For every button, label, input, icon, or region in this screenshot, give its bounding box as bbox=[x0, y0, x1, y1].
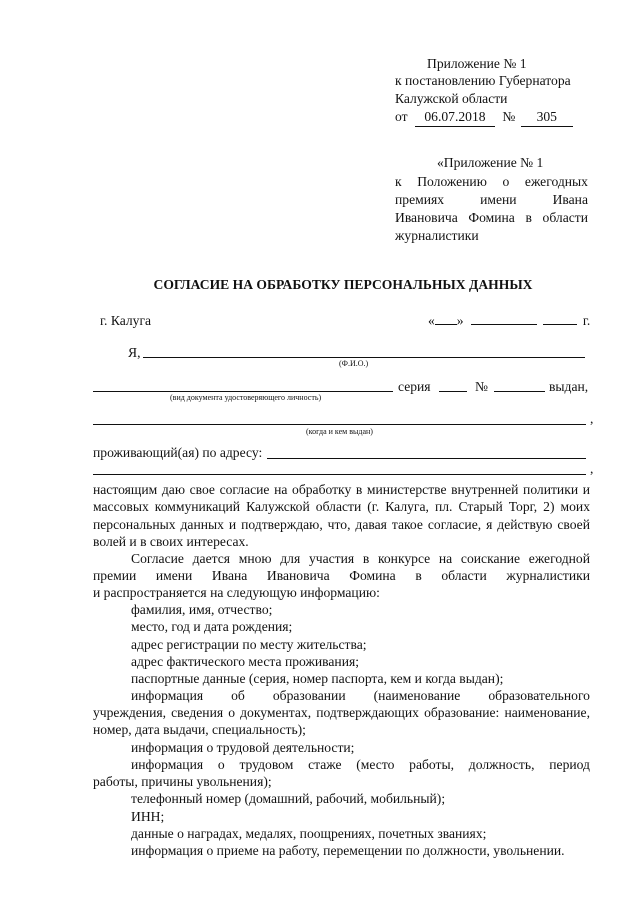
word: об bbox=[231, 688, 245, 703]
document-type-field[interactable] bbox=[93, 391, 393, 392]
word: премиях bbox=[395, 192, 445, 207]
appendix-resolution: к постановлению Губернатора bbox=[395, 73, 571, 88]
word: образовательного bbox=[488, 688, 590, 703]
series-label: серия bbox=[398, 379, 431, 394]
word: должность, bbox=[468, 757, 535, 772]
word: Фомина bbox=[468, 210, 515, 225]
fio-field[interactable] bbox=[143, 357, 585, 358]
purpose-line-2 bbox=[93, 567, 590, 584]
word: период bbox=[549, 757, 590, 772]
word: журналистики bbox=[506, 568, 590, 583]
word: Фомина bbox=[349, 568, 396, 583]
word: в bbox=[415, 568, 422, 583]
word: области bbox=[441, 568, 487, 583]
document-hint: (вид документа удостоверяющего личность) bbox=[170, 393, 322, 402]
list-item: ИНН; bbox=[131, 809, 165, 824]
word: Ивановича bbox=[266, 568, 330, 583]
word: (место bbox=[356, 757, 395, 772]
word: ежегодных bbox=[524, 174, 588, 189]
month-field[interactable] bbox=[471, 324, 537, 325]
list-item: место, год и дата рождения; bbox=[131, 619, 293, 634]
list-item: телефонный номер (домашний, рабочий, мобильный); bbox=[131, 791, 446, 806]
regulation-row-4 bbox=[395, 209, 588, 227]
year-suffix: г. bbox=[582, 313, 591, 328]
issued-comma: , bbox=[590, 411, 594, 426]
fio-hint: (Ф.И.О.) bbox=[339, 359, 369, 368]
list-item: фамилия, имя, отчество; bbox=[131, 602, 273, 617]
appendix-number-value: 305 bbox=[536, 109, 557, 124]
word: области bbox=[542, 210, 588, 225]
appendix-region: Калужской области bbox=[395, 91, 508, 106]
address-label: проживающий(ая) по адресу: bbox=[93, 445, 263, 460]
date-line bbox=[428, 312, 590, 330]
appendix-title: Приложение № 1 bbox=[427, 56, 527, 71]
day-field[interactable] bbox=[435, 324, 457, 325]
list-item: паспортные данные (серия, номер паспорта, кем и когда выдан); bbox=[131, 671, 504, 686]
i-label: Я, bbox=[128, 345, 141, 360]
word: о bbox=[217, 757, 225, 772]
appendix-date-value: 06.07.2018 bbox=[424, 109, 486, 124]
address-field[interactable] bbox=[267, 458, 586, 459]
appendix-number bbox=[521, 108, 573, 127]
purpose-line-1: Согласие дается мною для участия в конкурсе на соискание ежегодной bbox=[131, 551, 590, 566]
word: (наименование bbox=[373, 688, 461, 703]
word: к bbox=[395, 174, 402, 189]
list-item: адрес регистрации по месту жительства; bbox=[131, 637, 367, 652]
series-field[interactable] bbox=[439, 391, 467, 392]
word: работы, bbox=[409, 757, 454, 772]
issued-hint: (когда и кем выдан) bbox=[306, 427, 373, 436]
list-item: данные о наградах, медалях, поощрениях, почетных званиях; bbox=[131, 826, 487, 841]
address-field-2[interactable] bbox=[93, 474, 586, 475]
document-number-field[interactable] bbox=[494, 391, 545, 392]
regulation-row-5: журналистики bbox=[395, 228, 479, 243]
word: Положению bbox=[417, 174, 487, 189]
issued-label: выдан, bbox=[549, 379, 589, 394]
word: Ивановича bbox=[395, 210, 458, 225]
quote-close: » bbox=[456, 313, 464, 328]
word: Ивана bbox=[552, 192, 588, 207]
word: информация bbox=[131, 688, 204, 703]
list-item: информация о приеме на работу, перемещении по должности, увольнении. bbox=[131, 843, 565, 858]
year-field[interactable] bbox=[543, 324, 577, 325]
list-item: адрес фактического места проживания; bbox=[131, 654, 360, 669]
number-label-form: № bbox=[475, 379, 488, 394]
word: имени bbox=[155, 568, 193, 583]
word: имени bbox=[480, 192, 517, 207]
word: в bbox=[525, 210, 532, 225]
word: информация bbox=[131, 757, 204, 772]
education-line-1 bbox=[131, 687, 590, 704]
word: премии bbox=[93, 568, 137, 583]
labor-experience-line-1 bbox=[131, 756, 590, 773]
quote-open: « bbox=[428, 313, 435, 328]
place-label: г. Калуга bbox=[100, 313, 152, 328]
appendix-date bbox=[415, 108, 495, 127]
labor-experience-rest: работы, причины увольнения); bbox=[93, 774, 272, 789]
address-comma: , bbox=[590, 461, 594, 476]
word: образовании bbox=[272, 688, 346, 703]
consent-paragraph: настоящим даю свое согласие на обработку в министерстве внутренней политики и массовых коммуникаций Калужской области (г. Калуга, пл. Старый Торг, 2) моих персональных данных и подтверждаю, что, давая такое согласие, я действую своей волей и в своих интересах. bbox=[93, 482, 590, 549]
list-item: информация о трудовой деятельности; bbox=[131, 740, 355, 755]
from-label: от bbox=[395, 109, 408, 124]
issued-by-field[interactable] bbox=[93, 424, 586, 425]
page-title: СОГЛАСИЕ НА ОБРАБОТКУ ПЕРСОНАЛЬНЫХ ДАННЫХ bbox=[153, 277, 533, 292]
regulation-appendix-title: «Приложение № 1 bbox=[437, 155, 544, 170]
purpose-line-3: и распространяется на следующую информацию: bbox=[93, 585, 380, 600]
regulation-row-2 bbox=[395, 173, 588, 191]
education-rest: учреждения, сведения о документах, подтверждающих образование: наименование, номер, дата выдачи, специальность); bbox=[93, 705, 590, 738]
number-label: № bbox=[502, 109, 516, 124]
regulation-row-3 bbox=[395, 191, 588, 209]
word: о bbox=[502, 174, 510, 189]
word: Ивана bbox=[211, 568, 248, 583]
word: стаже bbox=[308, 757, 342, 772]
appendix-date-row bbox=[395, 108, 573, 127]
word: трудовом bbox=[239, 757, 294, 772]
